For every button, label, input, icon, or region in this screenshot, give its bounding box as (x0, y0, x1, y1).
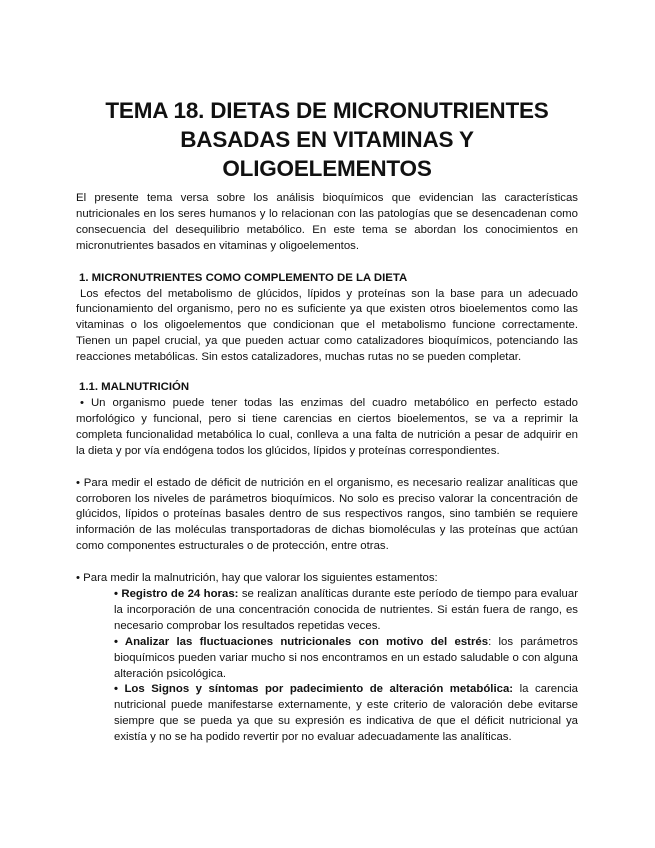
malnutrition-paragraph-2: • Para medir el estado de déficit de nutrición en el organismo, es necesario realizar analíticas que corroboren los niveles de parámetros bioquímicos. No solo es preciso valorar la concentración de glúcidos, lípidos o proteínas basales dentro de sus respectivos rangos, sino también se requiere información de las moléculas transportadoras de dichas biomoléculas y las proteínas que actúan como componentes estructurales o de protección, entre otras. (76, 476, 578, 553)
assessment-list (76, 587, 578, 746)
list-item-text: : los parámetros bioquímicos pueden variar mucho si nos encontramos en un estado saludable o con alguna alteración psicológica. (114, 635, 579, 680)
section-1-body: Los efectos del metabolismo de glúcidos, lípidos y proteínas son la base para un adecuado funcionamiento del organismo, pero no es suficiente ya que existen otros bioelementos como las vitaminas o los oligoelementos que condicionan que el metabolismo funcione correctamente. Tienen un papel crucial, ya que pueden actuar como catalizadores bioquímicos, potenciando las reacciones metabólicas. Sin estos catalizadores, muchas rutas no se pueden completar. (76, 287, 578, 364)
list-item (114, 682, 578, 746)
list-item (114, 587, 578, 635)
document-page (76, 96, 578, 746)
list-item-text: se realizan analíticas durante este período de tiempo para evaluar la incorporación de una concentración conocida de nutrientes. Si están fuera de rango, es necesario comprobar los resultados repetidas veces. (114, 588, 579, 632)
list-item-lead: • Registro de 24 horas: (114, 588, 239, 601)
list-item-lead: • Analizar las fluctuaciones nutricionales con motivo del estrés (114, 635, 489, 648)
list-item-lead: • Los Signos y síntomas por padecimiento de alteración metabólica: (114, 683, 514, 696)
title-line-2: BASADAS EN VITAMINAS Y OLIGOELEMENTOS (180, 127, 474, 181)
document-title (76, 96, 578, 183)
list-item-text: la carencia nutricional puede manifestarse externamente, y este criterio de valoración debe evitarse siempre que se pueda ya que su expresión es indicativa de que el déficit nutricional ya existía y no se ha podido revertir por no evaluar adecuadamente las analíticas. (114, 683, 579, 744)
intro-paragraph: El presente tema versa sobre los análisis bioquímicos que evidencian las características nutricionales en los seres humanos y lo relacionan con las patologías que se desencadenan como consecuencia del desequilibrio metabólico. En este tema se abordan los conocimientos en micronutrientes basados en vitaminas y oligoelementos. (76, 192, 578, 252)
malnutrition-paragraph-3: • Para medir la malnutrición, hay que valorar los siguientes estamentos: (76, 572, 438, 585)
malnutrition-paragraph-1: • Un organismo puede tener todas las enzimas del cuadro metabólico en perfecto estado morfológico y funcional, pero si tiene carencias en ciertos bioelementos, se va a reprimir la completa funcionalidad metabólica lo cual, conlleva a una falta de nutrición a pesar de adquirir en la dieta y por vía endógena todos los glúcidos, lípidos y proteínas correspondientes. (76, 396, 578, 457)
section-1-1-heading: 1.1. MALNUTRICIÓN (79, 381, 190, 394)
section-1-heading: 1. MICRONUTRIENTES COMO COMPLEMENTO DE LA DIETA (79, 271, 408, 284)
list-item (114, 635, 578, 683)
title-line-1: TEMA 18. DIETAS DE MICRONUTRIENTES (105, 98, 549, 123)
